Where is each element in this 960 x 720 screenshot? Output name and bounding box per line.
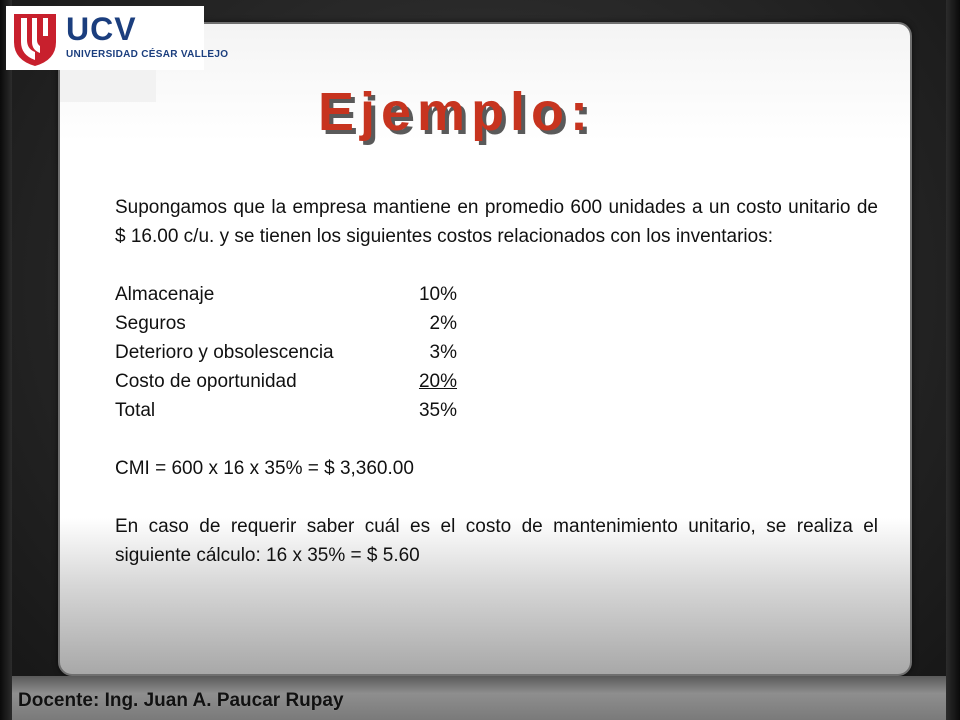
cost-label: Total	[115, 400, 156, 421]
logo-title: UCV	[66, 11, 137, 47]
cmi-formula: CMI = 600 x 16 x 35% = $ 3,360.00	[115, 458, 414, 479]
cost-value: 10%	[418, 284, 457, 305]
cost-row-total	[115, 396, 878, 425]
intro-paragraph: Supongamos que la empresa mantiene en promedio 600 unidades a un costo unitario de $ 16.00 c/u. y se tienen los siguientes costos relacionados con los inventarios:	[115, 197, 878, 247]
logo-subtitle: UNIVERSIDAD CÉSAR VALLEJO	[66, 49, 229, 60]
slide-content	[115, 193, 878, 570]
cost-label: Deterioro y obsolescencia	[115, 342, 334, 363]
slide-title: Ejemplo:	[318, 82, 595, 142]
cost-value: 2%	[429, 313, 457, 334]
cost-table	[115, 280, 878, 425]
cost-label: Almacenaje	[115, 284, 215, 305]
university-logo	[6, 6, 229, 70]
ucv-shield-icon	[12, 12, 58, 68]
cost-value: 20%	[418, 371, 457, 392]
cost-row	[115, 367, 878, 396]
left-border	[0, 0, 12, 720]
instructor-footer: Docente: Ing. Juan A. Paucar Rupay	[18, 690, 344, 711]
logo-patch	[60, 70, 156, 102]
cost-value: 35%	[418, 400, 457, 421]
right-border	[946, 0, 960, 720]
cost-row	[115, 338, 878, 367]
closing-paragraph: En caso de requerir saber cuál es el costo de mantenimiento unitario, se realiza el siguiente cálculo: 16 x 35% = $ 5.60	[115, 516, 878, 566]
cost-row	[115, 309, 878, 338]
cost-label: Seguros	[115, 313, 186, 334]
cost-row	[115, 280, 878, 309]
cost-value: 3%	[429, 342, 457, 363]
cost-label: Costo de oportunidad	[115, 371, 297, 392]
